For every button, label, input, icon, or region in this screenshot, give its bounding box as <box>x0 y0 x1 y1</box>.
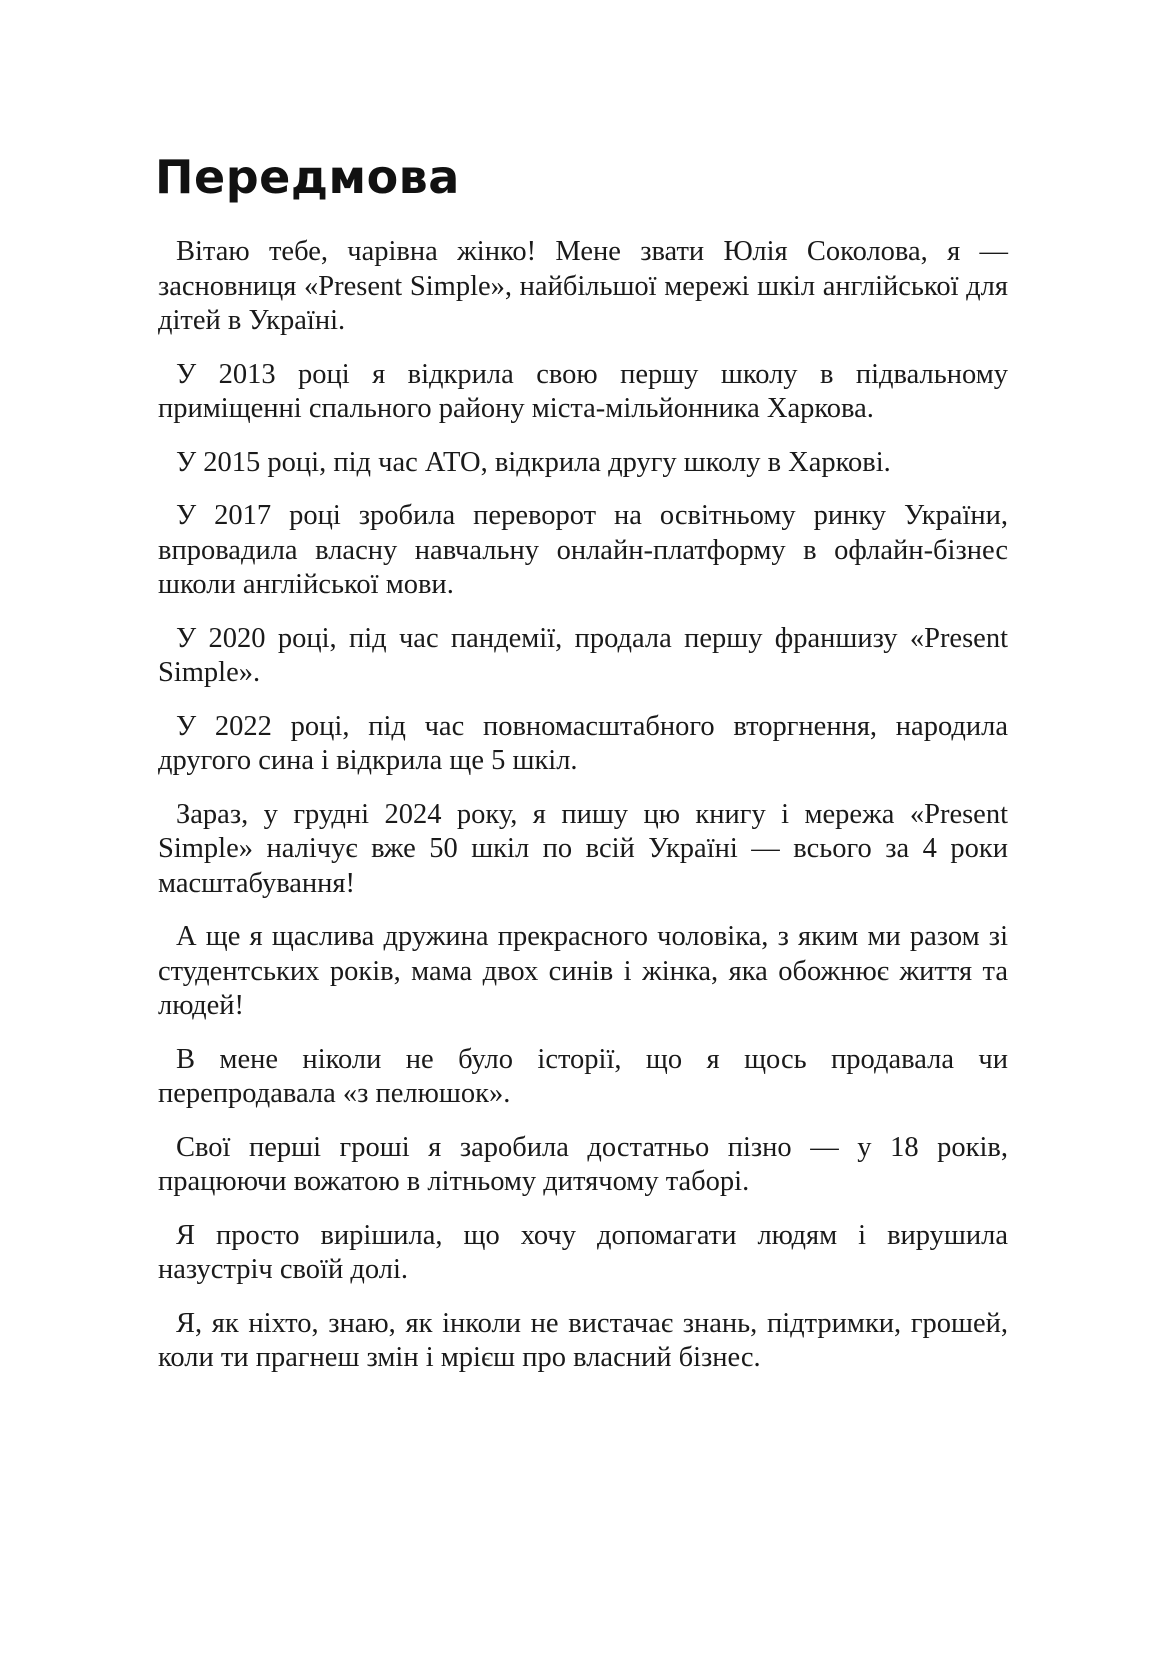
page-body <box>158 235 1008 1395</box>
paragraph: У 2020 році, під час пандемії, продала першу франшизу «Present Simple». <box>158 622 1008 688</box>
paragraph: У 2022 році, під час повномасштабного вторгнення, народила другого сина і відкрила ще 5 шкіл. <box>158 710 1008 776</box>
paragraph: У 2017 році зробила переворот на освітньому ринку України, впровадила власну навчальну онлайн-платформу в офлайн-бізнес школи англійської мови. <box>158 500 1008 600</box>
paragraph: Я, як ніхто, знаю, як інколи не вистачає знань, підтримки, грошей, коли ти прагнеш змін і мрієш про власний бізнес. <box>158 1307 1008 1373</box>
paragraph: У 2013 році я відкрила свою першу школу в підвальному приміщенні спального району міста-мільйонника Харкова. <box>158 358 1008 424</box>
paragraph: А ще я щаслива дружина прекрасного чоловіка, з яким ми разом зі студентських років, мама двох синів і жінка, яка обожнює життя та людей! <box>158 921 1008 1021</box>
paragraph: У 2015 році, під час АТО, відкрила другу школу в Харкові. <box>176 446 891 478</box>
page-title: Передмова <box>155 150 460 204</box>
paragraph: В мене ніколи не було історії, що я щось продавала чи перепродавала «з пелюшок». <box>158 1043 1008 1109</box>
paragraph: Вітаю тебе, чарівна жінко! Мене звати Юлія Соколова, я — засновниця «Present Simple», найбільшої мережі шкіл англійської для дітей в Україні. <box>158 236 1008 336</box>
paragraph: Свої перші гроші я заробила достатньо пізно — у 18 років, працюючи вожатою в літньому дитячому таборі. <box>158 1131 1008 1197</box>
paragraph: Я просто вирішила, що хочу допомагати людям і вирушила назустріч своїй долі. <box>158 1219 1008 1285</box>
paragraph: Зараз, у грудні 2024 року, я пишу цю книгу і мережа «Present Simple» налічує вже 50 шкіл по всій Україні — всього за 4 роки масштабування! <box>158 798 1008 899</box>
